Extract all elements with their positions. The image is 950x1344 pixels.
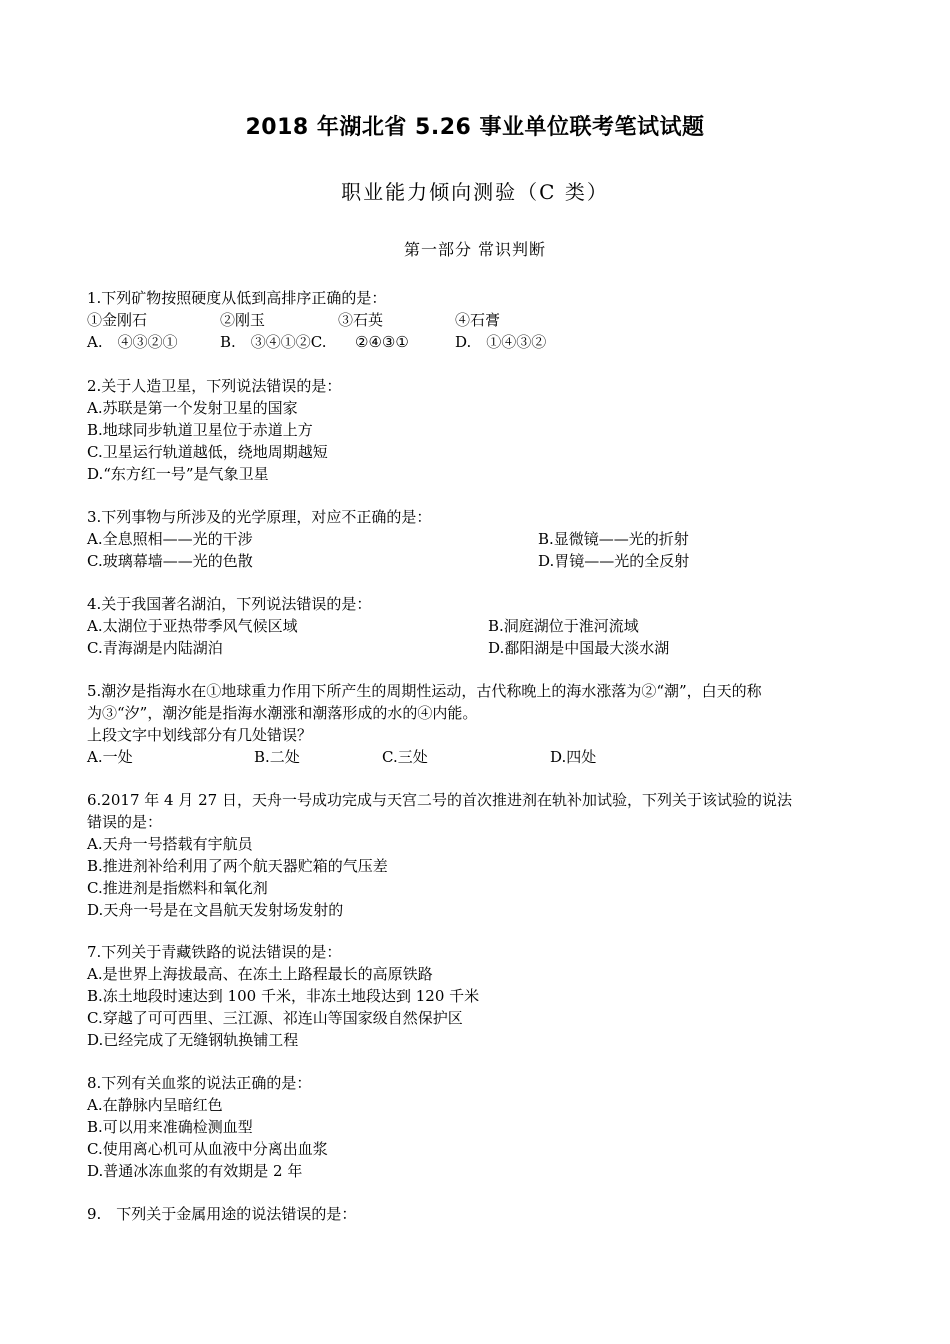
question-6-option: C.推进剂是指燃料和氧化剂 (87, 879, 268, 897)
question-8-stem: 8.下列有关血浆的说法正确的是： (87, 1074, 312, 1092)
question-1-item: ③石英 (338, 311, 384, 329)
question-5-option: D.四处 (550, 748, 597, 766)
question-8-option: A.在静脉内呈暗红色 (87, 1096, 223, 1114)
question-2-option: C.卫星运行轨道越低，绕地周期越短 (87, 443, 328, 461)
question-6-option: B.推进剂补给利用了两个航天器贮箱的气压差 (87, 857, 388, 875)
question-1-option: ②④③① (355, 333, 409, 351)
question-7-option: D.已经完成了无缝钢轨换铺工程 (87, 1031, 299, 1049)
question-1-stem: 1.下列矿物按照硬度从低到高排序正确的是： (87, 289, 387, 307)
question-6-stem: 错误的是： (87, 813, 163, 831)
question-1-item: ②刚玉 (220, 311, 266, 329)
question-3-option: A.全息照相——光的干涉 (87, 530, 253, 548)
question-5-option: A.一处 (87, 748, 133, 766)
question-3-stem: 3.下列事物与所涉及的光学原理，对应不正确的是： (87, 508, 432, 526)
question-4-option: D.鄱阳湖是中国最大淡水湖 (488, 639, 670, 657)
question-8-option: D.普通冰冻血浆的有效期是 2 年 (87, 1162, 303, 1180)
question-1-item: ④石膏 (455, 311, 501, 329)
question-8-option: B.可以用来准确检测血型 (87, 1118, 253, 1136)
question-2-option: D.“东方红一号”是气象卫星 (87, 465, 269, 483)
question-3-option: D.胃镜——光的全反射 (538, 552, 690, 570)
question-3-option: B.显微镜——光的折射 (538, 530, 689, 548)
question-1-option: D. ①④③② (455, 333, 547, 351)
question-5-option: C.三处 (382, 748, 428, 766)
question-5-stem: 为③“汐”，潮汐能是指海水潮涨和潮落形成的水的④内能。 (87, 704, 478, 722)
question-3-option: C.玻璃幕墙——光的色散 (87, 552, 253, 570)
section-heading: 第一部分 常识判断 (403, 240, 547, 259)
question-2-stem: 2.关于人造卫星，下列说法错误的是： (87, 377, 342, 395)
question-6-option: D.天舟一号是在文昌航天发射场发射的 (87, 901, 344, 919)
question-7-option: A.是世界上海拔最高、在冻土上路程最长的高原铁路 (87, 965, 433, 983)
question-4-stem: 4.关于我国著名湖泊，下列说法错误的是： (87, 595, 372, 613)
question-7-option: C.穿越了可可西里、三江源、祁连山等国家级自然保护区 (87, 1009, 463, 1027)
document-title: 2018 年湖北省 5.26 事业单位联考笔试试题 (245, 115, 705, 140)
document-subtitle: 职业能力倾向测验（C 类） (341, 180, 609, 204)
question-7-option: B.冻土地段时速达到 100 千米，非冻土地段达到 120 千米 (87, 987, 480, 1005)
question-6-stem: 6.2017 年 4 月 27 日，天舟一号成功完成与天宫二号的首次推进剂在轨补加试验，下列关于该试验的说法 (87, 791, 792, 809)
question-5-option: B.二处 (254, 748, 300, 766)
question-4-option: A.太湖位于亚热带季风气候区域 (87, 617, 298, 635)
question-2-option: A.苏联是第一个发射卫星的国家 (87, 399, 298, 417)
question-9-stem: 9. 下列关于金属用途的说法错误的是： (87, 1205, 357, 1223)
question-5-stem: 5.潮汐是指海水在①地球重力作用下所产生的周期性运动，古代称晚上的海水涨落为②“潮”，白天的称 (87, 682, 762, 700)
question-8-option: C.使用离心机可从血液中分离出血浆 (87, 1140, 328, 1158)
question-6-option: A.天舟一号搭载有宇航员 (87, 835, 253, 853)
question-1-option: B. ③④①②C. (220, 333, 327, 351)
question-4-option: B.洞庭湖位于淮河流域 (488, 617, 639, 635)
question-2-option: B.地球同步轨道卫星位于赤道上方 (87, 421, 313, 439)
question-4-option: C.青海湖是内陆湖泊 (87, 639, 223, 657)
question-1-option: A. ④③②① (87, 333, 178, 351)
question-5-stem: 上段文字中划线部分有几处错误？ (87, 726, 313, 744)
question-1-item: ①金刚石 (87, 311, 148, 329)
question-7-stem: 7.下列关于青藏铁路的说法错误的是： (87, 943, 342, 961)
